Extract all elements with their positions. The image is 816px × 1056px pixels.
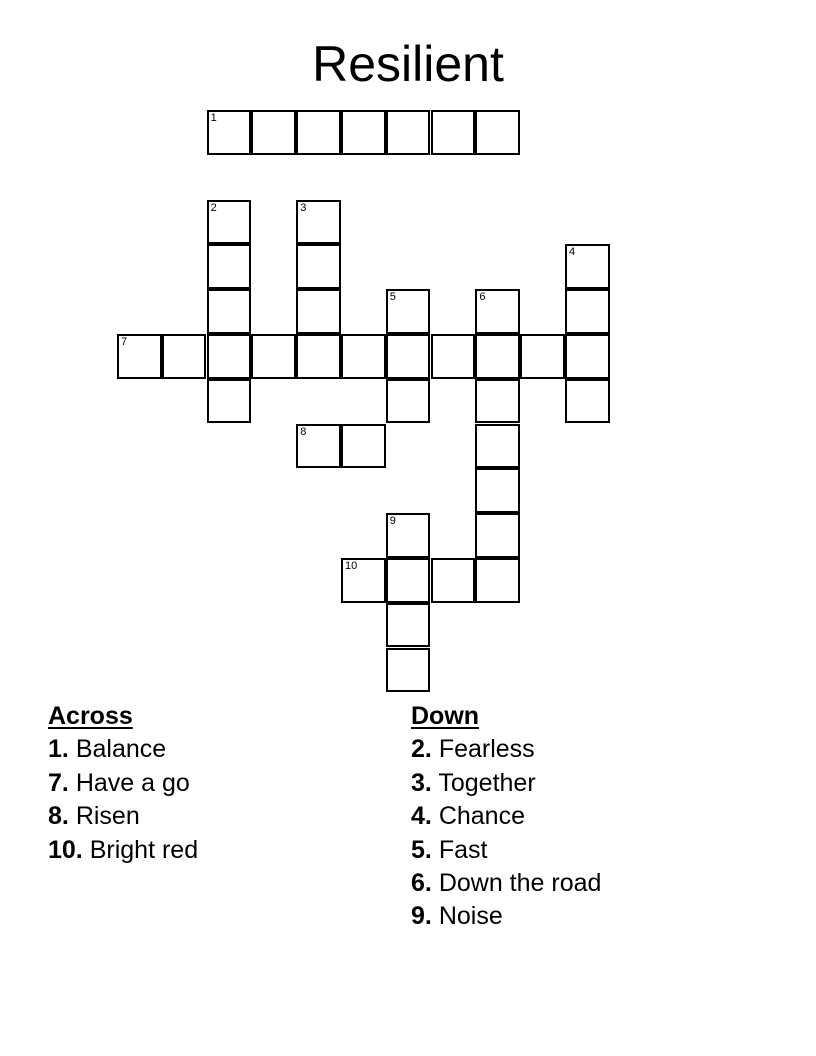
clue-down-9	[411, 900, 601, 933]
grid-cell[interactable]	[341, 558, 386, 603]
grid-cell[interactable]	[117, 334, 162, 379]
grid-cell[interactable]	[386, 110, 431, 155]
grid-cell[interactable]	[207, 110, 252, 155]
grid-cell[interactable]	[386, 558, 431, 603]
grid-cell[interactable]	[431, 110, 476, 155]
clue-text: Together	[438, 768, 536, 797]
clue-text: Noise	[438, 902, 503, 931]
grid-cell[interactable]	[565, 334, 610, 379]
clue-down-4	[411, 800, 601, 833]
grid-cell[interactable]	[475, 513, 520, 558]
clue-number-label: 7	[121, 336, 128, 348]
down-heading: Down	[411, 702, 480, 730]
grid-cell[interactable]	[565, 289, 610, 334]
grid-cell[interactable]	[207, 200, 252, 245]
clue-down-2	[411, 733, 601, 766]
clue-text: Balance	[75, 735, 167, 764]
clue-text: Have a go	[75, 768, 190, 797]
clue-across-10	[48, 834, 198, 867]
clue-number-label: 9	[389, 515, 396, 528]
grid-cell[interactable]	[296, 289, 341, 334]
clue-text: Down the road	[438, 869, 602, 898]
clue-number: 2.	[411, 735, 432, 764]
grid-cell[interactable]	[386, 379, 431, 424]
grid-cell[interactable]	[520, 334, 565, 379]
clue-text: Fearless	[438, 735, 535, 764]
clue-across-1	[48, 733, 198, 766]
across-clues	[48, 700, 198, 867]
clue-down-5	[411, 834, 601, 867]
clue-number-label: 4	[569, 246, 576, 259]
clue-number: 8.	[48, 802, 69, 831]
grid-cell[interactable]	[386, 603, 431, 648]
grid-cell[interactable]	[251, 334, 296, 379]
clue-text: Bright red	[89, 835, 199, 864]
clue-across-8	[48, 800, 198, 833]
grid-cell[interactable]	[475, 379, 520, 424]
clue-number: 4.	[411, 802, 432, 831]
clue-across-7	[48, 767, 198, 800]
clue-number: 3.	[411, 768, 432, 797]
clue-text: Risen	[75, 802, 140, 831]
grid-cell[interactable]	[475, 558, 520, 603]
grid-cell[interactable]	[431, 558, 476, 603]
clue-number: 5.	[411, 835, 432, 864]
clue-number: 7.	[48, 768, 69, 797]
grid-cell[interactable]	[475, 468, 520, 513]
grid-cell[interactable]	[431, 334, 476, 379]
grid-cell[interactable]	[475, 110, 520, 155]
clue-number-label: 6	[479, 291, 486, 304]
grid-cell[interactable]	[475, 289, 520, 334]
grid-cell[interactable]	[386, 289, 431, 334]
clue-number-label: 1	[210, 112, 217, 124]
grid-cell[interactable]	[565, 244, 610, 289]
grid-cell[interactable]	[251, 110, 296, 155]
grid-cell[interactable]	[162, 334, 207, 379]
grid-cell[interactable]	[296, 334, 341, 379]
puzzle-title: Resilient	[312, 36, 504, 92]
clue-number-label: 2	[210, 201, 217, 214]
grid-cell[interactable]	[207, 379, 252, 424]
grid-cell[interactable]	[207, 244, 252, 289]
grid-cell[interactable]	[341, 424, 386, 469]
clue-number: 1.	[48, 735, 69, 764]
clue-number-label: 5	[389, 291, 396, 304]
clue-text: Chance	[438, 802, 525, 831]
down-clues	[411, 700, 601, 934]
grid-cell[interactable]	[475, 334, 520, 379]
grid-cell[interactable]	[296, 424, 341, 469]
grid-cell[interactable]	[296, 244, 341, 289]
grid-cell[interactable]	[296, 200, 341, 245]
grid-cell[interactable]	[565, 379, 610, 424]
clue-number: 10.	[48, 835, 83, 864]
grid-cell[interactable]	[207, 289, 252, 334]
grid-cell[interactable]	[341, 334, 386, 379]
grid-cell[interactable]	[475, 424, 520, 469]
clue-number-label: 3	[300, 201, 307, 214]
grid-cell[interactable]	[207, 334, 252, 379]
clue-number: 9.	[411, 902, 432, 931]
grid-cell[interactable]	[386, 513, 431, 558]
clue-down-6	[411, 867, 601, 900]
clue-number-label: 10	[345, 560, 358, 572]
across-heading: Across	[48, 702, 133, 730]
clue-down-3	[411, 767, 601, 800]
clue-number-label: 8	[300, 425, 307, 438]
clue-number: 6.	[411, 869, 432, 898]
clue-text: Fast	[438, 835, 488, 864]
grid-cell[interactable]	[341, 110, 386, 155]
grid-cell[interactable]	[296, 110, 341, 155]
grid-cell[interactable]	[386, 648, 431, 693]
grid-cell[interactable]	[386, 334, 431, 379]
